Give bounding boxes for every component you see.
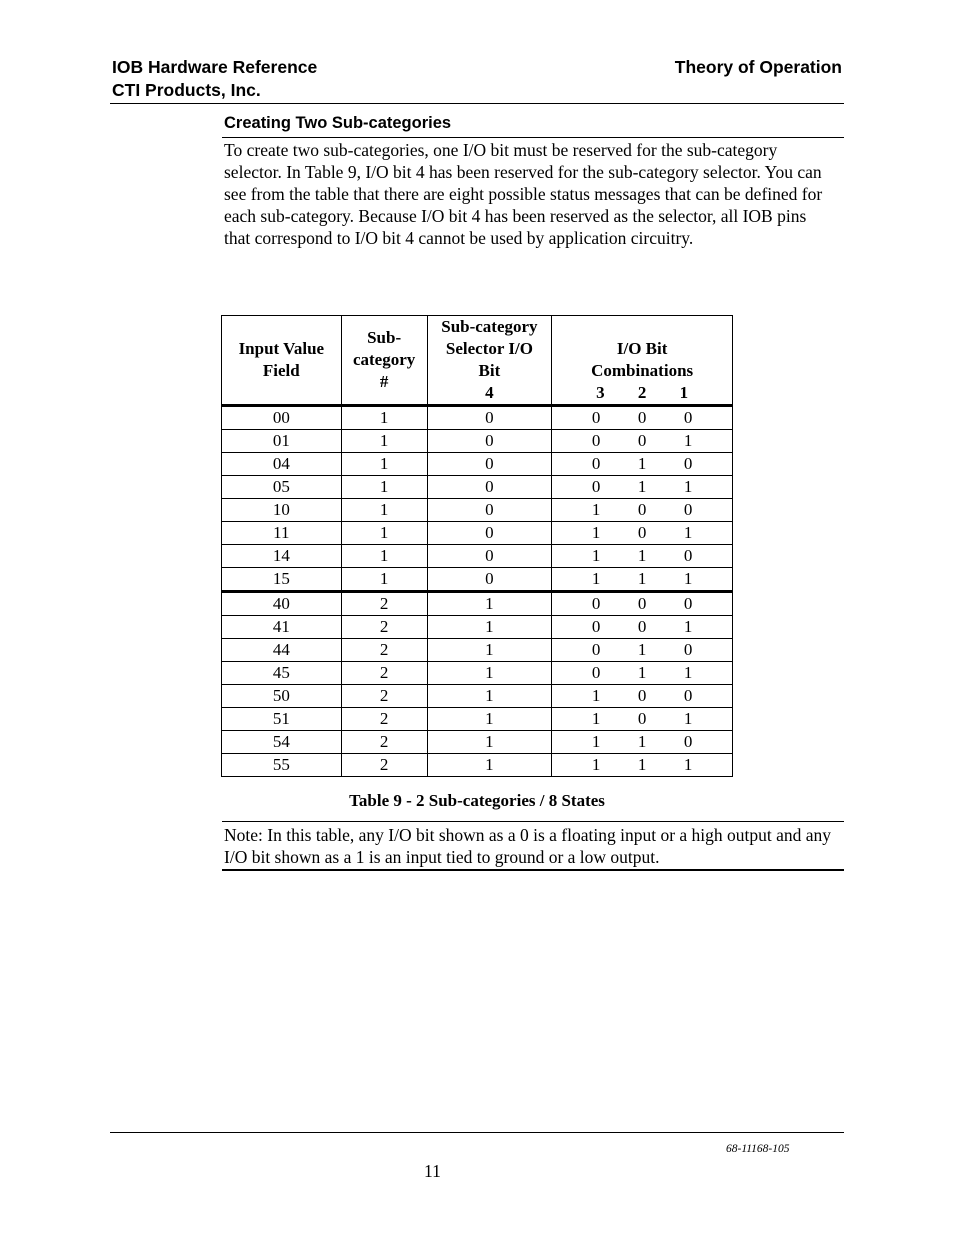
cell-sub-category: 2 [341, 685, 427, 708]
cell-selector-bit: 0 [427, 430, 552, 453]
cell-sub-category: 1 [341, 499, 427, 522]
cell-input-value-field: 51 [222, 708, 342, 731]
io-bit-value: 0 [591, 477, 601, 496]
io-bit-value: 0 [591, 617, 601, 636]
cell-sub-category: 2 [341, 592, 427, 616]
cell-sub-category: 2 [341, 708, 427, 731]
cell-io-bits [552, 476, 733, 499]
table-row [222, 754, 733, 777]
cell-io-bits [552, 453, 733, 476]
cell-input-value-field: 14 [222, 545, 342, 568]
cell-selector-bit: 0 [427, 406, 552, 430]
io-bit-value: 0 [591, 408, 601, 427]
io-bit-value: 1 [637, 477, 647, 496]
io-bit-value: 1 [591, 500, 601, 519]
cell-selector-bit: 1 [427, 616, 552, 639]
cell-sub-category: 1 [341, 430, 427, 453]
cell-io-bits [552, 708, 733, 731]
cell-selector-bit: 0 [427, 545, 552, 568]
io-bit-value: 1 [637, 569, 647, 588]
io-bit-value: 0 [683, 500, 693, 519]
io-bit-value: 1 [637, 732, 647, 751]
table-row [222, 662, 733, 685]
cell-input-value-field: 15 [222, 568, 342, 592]
cell-io-bits [552, 568, 733, 592]
table-row [222, 639, 733, 662]
io-bit-value: 0 [591, 594, 601, 613]
io-bit-value: 1 [591, 755, 601, 774]
cell-sub-category: 2 [341, 639, 427, 662]
cell-io-bits [552, 499, 733, 522]
io-bit-value: 1 [591, 732, 601, 751]
cell-input-value-field: 04 [222, 453, 342, 476]
io-bit-value: 0 [591, 431, 601, 450]
io-bit-value: 0 [637, 408, 647, 427]
cell-sub-category: 1 [341, 453, 427, 476]
io-bit-value: 0 [683, 732, 693, 751]
io-bit-value: 1 [591, 569, 601, 588]
cell-sub-category: 2 [341, 754, 427, 777]
io-bit-value: 0 [683, 686, 693, 705]
section-body: To create two sub-categories, one I/O bit must be reserved for the sub-category selector. In Table 9, I/O bit 4 has been reserved for the sub-category selector. You can see from the table that there are eight possible status messages that can be defined for each sub-category. Because I/O bit 4 has been reserved as the selector, all IOB pins that correspond to I/O bit 4 cannot be used by application circuitry. [224, 140, 823, 248]
section-title: Creating Two Sub-categories [224, 114, 452, 132]
table-note: Note: In this table, any I/O bit shown as a 0 is a floating input or a high output and any I/O bit shown as a 1 is an input tied to ground or a low output. [224, 825, 832, 867]
cell-selector-bit: 1 [427, 662, 552, 685]
io-bit-value: 1 [683, 755, 693, 774]
cell-io-bits [552, 592, 733, 616]
cell-selector-bit: 0 [427, 499, 552, 522]
cell-selector-bit: 1 [427, 754, 552, 777]
col-header-input-value-field: Input Value Field [222, 316, 342, 406]
page-number: 11 [424, 1161, 441, 1181]
col-header-selector-bit: Sub-category Selector I/O Bit 4 [427, 316, 552, 406]
table-row [222, 522, 733, 545]
table-header-row [222, 316, 733, 406]
table-row [222, 592, 733, 616]
cell-sub-category: 1 [341, 406, 427, 430]
cell-input-value-field: 01 [222, 430, 342, 453]
io-bit-value: 1 [591, 546, 601, 565]
cell-sub-category: 1 [341, 476, 427, 499]
cell-io-bits [552, 406, 733, 430]
io-bit-value: 0 [683, 546, 693, 565]
table-caption: Table 9 - 2 Sub-categories / 8 States [349, 791, 605, 810]
table-row [222, 476, 733, 499]
io-bit-value: 0 [591, 454, 601, 473]
cell-io-bits [552, 545, 733, 568]
io-bit-value: 0 [637, 686, 647, 705]
table-row [222, 453, 733, 476]
footer-rule [110, 1132, 844, 1133]
io-bit-value: 1 [591, 686, 601, 705]
section-rule [222, 137, 844, 138]
cell-input-value-field: 55 [222, 754, 342, 777]
io-bit-value: 1 [683, 617, 693, 636]
io-bit-value: 0 [683, 640, 693, 659]
io-bit-value: 1 [683, 431, 693, 450]
cell-input-value-field: 11 [222, 522, 342, 545]
cell-io-bits [552, 662, 733, 685]
io-bit-value: 1 [637, 663, 647, 682]
cell-sub-category: 2 [341, 731, 427, 754]
cell-sub-category: 1 [341, 568, 427, 592]
cell-selector-bit: 0 [427, 568, 552, 592]
io-bit-value: 1 [637, 546, 647, 565]
io-bit-value: 1 [683, 477, 693, 496]
io-bit-value: 1 [637, 640, 647, 659]
cell-selector-bit: 0 [427, 453, 552, 476]
table-row [222, 708, 733, 731]
io-bit-value: 1 [683, 523, 693, 542]
cell-input-value-field: 40 [222, 592, 342, 616]
header-rule [110, 103, 844, 104]
header-title: IOB Hardware Reference [112, 57, 318, 77]
io-bit-value: 0 [591, 640, 601, 659]
cell-io-bits [552, 685, 733, 708]
cell-selector-bit: 0 [427, 522, 552, 545]
cell-input-value-field: 50 [222, 685, 342, 708]
col-header-sub-category: Sub- category # [341, 316, 427, 406]
io-bit-value: 1 [591, 523, 601, 542]
cell-io-bits [552, 754, 733, 777]
io-bit-value: 0 [637, 500, 647, 519]
io-bit-value: 1 [637, 454, 647, 473]
io-bit-value: 0 [637, 594, 647, 613]
cell-selector-bit: 1 [427, 708, 552, 731]
cell-input-value-field: 05 [222, 476, 342, 499]
io-bit-value: 0 [637, 617, 647, 636]
document-code: 68-11168-105 [726, 1143, 790, 1155]
table-row [222, 685, 733, 708]
cell-input-value-field: 45 [222, 662, 342, 685]
io-bit-value: 1 [591, 709, 601, 728]
header-company: CTI Products, Inc. [112, 80, 261, 100]
io-bit-value: 1 [683, 569, 693, 588]
cell-sub-category: 2 [341, 662, 427, 685]
cell-selector-bit: 0 [427, 476, 552, 499]
cell-io-bits [552, 522, 733, 545]
cell-input-value-field: 44 [222, 639, 342, 662]
cell-selector-bit: 1 [427, 731, 552, 754]
io-bit-value: 0 [637, 431, 647, 450]
cell-io-bits [552, 639, 733, 662]
cell-selector-bit: 1 [427, 639, 552, 662]
io-bit-value: 1 [637, 755, 647, 774]
io-bit-value: 0 [683, 408, 693, 427]
io-bit-value: 0 [591, 663, 601, 682]
cell-input-value-field: 00 [222, 406, 342, 430]
io-bit-value: 0 [637, 709, 647, 728]
table-row [222, 499, 733, 522]
cell-selector-bit: 1 [427, 592, 552, 616]
table-row [222, 406, 733, 430]
io-bit-value: 1 [683, 663, 693, 682]
cell-sub-category: 1 [341, 522, 427, 545]
cell-sub-category: 2 [341, 616, 427, 639]
col-header-io-bit-combinations: I/O Bit Combinations 3 2 1 [552, 316, 733, 406]
cell-io-bits [552, 731, 733, 754]
io-bit-value: 0 [683, 594, 693, 613]
cell-io-bits [552, 616, 733, 639]
cell-sub-category: 1 [341, 545, 427, 568]
cell-input-value-field: 10 [222, 499, 342, 522]
io-bit-value: 0 [637, 523, 647, 542]
cell-input-value-field: 41 [222, 616, 342, 639]
io-bit-value: 0 [683, 454, 693, 473]
table-row [222, 731, 733, 754]
cell-io-bits [552, 430, 733, 453]
cell-selector-bit: 1 [427, 685, 552, 708]
header-chapter: Theory of Operation [674, 57, 842, 77]
table-row [222, 545, 733, 568]
note-bottom-rule [222, 869, 844, 871]
table-row [222, 616, 733, 639]
io-bit-table [221, 315, 733, 777]
table-row [222, 568, 733, 592]
cell-input-value-field: 54 [222, 731, 342, 754]
note-top-rule [222, 821, 844, 822]
table-row [222, 430, 733, 453]
io-bit-value: 1 [683, 709, 693, 728]
